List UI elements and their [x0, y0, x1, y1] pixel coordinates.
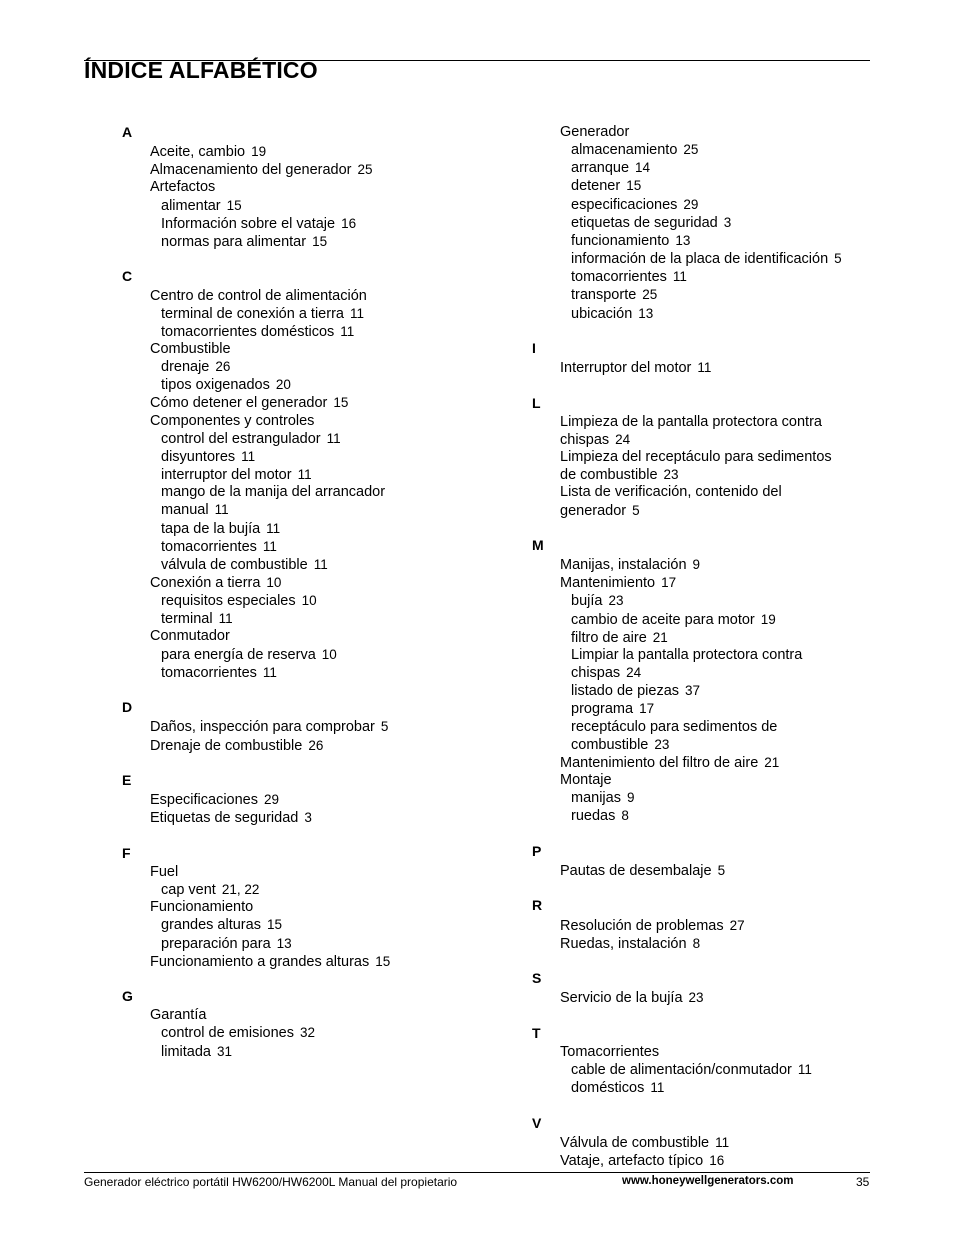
index-letter: P [532, 842, 542, 859]
index-entry [150, 737, 422, 755]
entry-term: limitada [161, 1043, 211, 1060]
index-entry [560, 159, 872, 177]
index-section [122, 988, 422, 1061]
entry-term: Montaje [560, 772, 612, 788]
entry-term: terminal [161, 611, 213, 628]
index-letter: E [122, 772, 132, 788]
index-section [532, 1115, 872, 1170]
index-entry [560, 629, 872, 647]
index-letter: R [532, 897, 543, 914]
index-entry [150, 628, 422, 645]
index-entry [150, 358, 422, 376]
entry-term: control del estrangulador [161, 430, 321, 447]
entry-page-number: 8 [621, 808, 629, 824]
entry-page-number: 11 [266, 520, 281, 536]
index-entry [150, 413, 422, 430]
entry-term: tomacorrientes [161, 664, 257, 681]
entry-page-number: 10 [301, 593, 317, 609]
index-letter: G [122, 988, 133, 1005]
index-entry [150, 610, 422, 628]
index-entry [150, 179, 422, 196]
entry-page-number: 3 [723, 214, 732, 230]
entry-term: válvula de combustible [161, 556, 308, 573]
entry-term: receptáculo para sedimentos de combustible [571, 718, 778, 753]
entry-page-number: 11 [218, 611, 233, 627]
entry-page-number: 21 [652, 629, 668, 645]
index-entry [560, 682, 872, 700]
entry-term: Funcionamiento [150, 899, 254, 916]
index-entry [150, 484, 422, 501]
entry-term: Artefactos [150, 179, 216, 196]
entry-page-number: 16 [709, 1152, 725, 1168]
index-entry [560, 754, 872, 772]
entry-term: tipos oxigenados [161, 377, 270, 394]
index-entry [560, 214, 872, 232]
entry-term: etiquetas de seguridad [571, 214, 718, 231]
entry-page-number: 17 [661, 575, 677, 591]
entry-term: Limpieza de la pantalla protectora contra chispas [560, 413, 822, 448]
entry-term: drenaje [161, 359, 210, 376]
index-section [532, 843, 872, 880]
index-entry [560, 177, 872, 195]
entry-page-number: 24 [626, 665, 642, 681]
entry-term: Lista de verificación, contenido del generador [560, 484, 782, 519]
index-section [532, 897, 872, 952]
entry-page-number: 20 [275, 377, 291, 393]
index-entry [150, 574, 422, 592]
entry-page-number: 11 [262, 664, 277, 680]
entry-page-number: 10 [266, 575, 282, 591]
index-entry [560, 250, 872, 268]
entry-term: Tomacorrientes [560, 1043, 660, 1060]
index-entry [560, 1134, 872, 1152]
entry-term: ruedas [571, 808, 616, 825]
index-entry [150, 864, 422, 881]
entry-term: cambio de aceite para motor [571, 611, 755, 628]
index-letter: S [532, 970, 542, 987]
entry-page-number: 15 [312, 233, 328, 249]
entry-term: transporte [571, 287, 637, 304]
index-entry [150, 899, 422, 916]
entry-term: Válvula de combustible [560, 1134, 710, 1151]
entry-page-number: 3 [304, 810, 312, 826]
index-entry [150, 556, 422, 574]
entry-page-number: 13 [638, 305, 654, 321]
entry-term: Componentes y controles [150, 412, 315, 429]
index-entry [150, 215, 422, 233]
entry-page-number: 26 [215, 359, 231, 375]
index-entry [560, 917, 872, 935]
entry-term: Generador [560, 124, 630, 140]
entry-term: Almacenamiento del generador [150, 162, 352, 179]
index-entry [560, 989, 872, 1007]
index-entry [150, 305, 422, 323]
entry-term: terminal de conexión a tierra [161, 305, 344, 322]
index-entry [560, 1152, 872, 1170]
entry-term: información de la placa de identificación [571, 251, 829, 268]
entry-page-number: 10 [321, 646, 337, 662]
index-entry [560, 862, 872, 880]
entry-page-number: 17 [639, 701, 655, 717]
index-entry [150, 323, 422, 341]
entry-term: Ruedas, instalación [560, 935, 687, 952]
footer-page-number: 35 [856, 1175, 870, 1189]
entry-term: control de emisiones [161, 1025, 294, 1042]
entry-term: Drenaje de combustible [150, 737, 303, 754]
index-entry [150, 646, 422, 664]
index-entry [560, 935, 872, 953]
entry-page-number: 29 [683, 196, 699, 212]
index-entry [560, 232, 872, 250]
index-letter: F [122, 844, 131, 861]
index-entry [150, 592, 422, 610]
index-entry [150, 538, 422, 556]
entry-page-number: 24 [615, 431, 631, 447]
entry-page-number: 13 [675, 232, 691, 248]
entry-term: arranque [571, 160, 630, 177]
entry-term: cap vent [161, 882, 216, 899]
index-entry [150, 501, 422, 519]
index-entry [150, 718, 422, 736]
entry-term: Daños, inspección para comprobar [150, 719, 375, 736]
entry-term: Limpiar la pantalla protectora contra chispas [571, 646, 803, 682]
index-section [122, 772, 422, 827]
entry-page-number: 5 [380, 719, 389, 735]
entry-page-number: 19 [251, 144, 267, 160]
index-entry [560, 196, 872, 214]
index-entry [560, 359, 872, 377]
entry-term: Especificaciones [150, 792, 258, 809]
index-entry [150, 520, 422, 538]
entry-page-number: 21 [764, 754, 780, 770]
footer-website: www.honeywellgenerators.com [622, 1175, 794, 1187]
index-entry [560, 700, 872, 718]
index-letter: A [122, 124, 133, 140]
entry-term: programa [571, 701, 634, 718]
index-entry [560, 574, 872, 592]
index-section [532, 970, 872, 1007]
entry-page-number: 15 [375, 953, 391, 969]
index-entry [560, 414, 872, 449]
entry-term: Etiquetas de seguridad [150, 810, 299, 827]
entry-term: almacenamiento [571, 142, 678, 159]
entry-page-number: 9 [692, 557, 701, 573]
index-entry [150, 1024, 422, 1042]
entry-term: Conexión a tierra [150, 575, 261, 592]
entry-term: filtro de aire [571, 629, 647, 646]
entry-page-number: 31 [216, 1043, 232, 1059]
entry-term: bujía [571, 593, 603, 610]
index-entry [560, 611, 872, 629]
index-entry [150, 791, 422, 809]
entry-term: Funcionamiento a grandes alturas [150, 953, 370, 970]
index-column-left [122, 124, 422, 1078]
entry-term: Aceite, cambio [150, 144, 246, 161]
entry-page-number: 16 [341, 215, 357, 231]
entry-page-number: 15 [626, 178, 642, 194]
entry-page-number: 5 [632, 502, 640, 518]
index-entry [560, 1044, 872, 1061]
entry-term: Mantenimiento del filtro de aire [560, 754, 759, 771]
index-entry [150, 376, 422, 394]
index-section [122, 845, 422, 971]
index-section [532, 1025, 872, 1098]
entry-page-number: 21, 22 [221, 882, 260, 898]
entry-page-number: 11 [715, 1134, 730, 1150]
index-entry [560, 719, 872, 754]
bottom-rule [84, 1172, 870, 1173]
entry-page-number: 19 [760, 611, 776, 627]
entry-page-number: 25 [642, 287, 658, 303]
entry-term: grandes alturas [161, 917, 261, 934]
entry-page-number: 13 [276, 935, 292, 951]
index-entry [560, 449, 872, 484]
entry-term: manual [161, 502, 209, 519]
entry-page-number: 8 [692, 935, 701, 951]
index-section [122, 268, 422, 682]
entry-term: requisitos especiales [161, 593, 296, 610]
index-entry [560, 647, 872, 682]
entry-term: Información sobre el vataje [161, 215, 336, 232]
index-entry [150, 143, 422, 161]
entry-term: Fuel [150, 863, 179, 880]
index-entry [150, 233, 422, 251]
entry-term: Combustible [150, 340, 231, 357]
entry-term: cable de alimentación/conmutador [571, 1062, 792, 1078]
entry-page-number: 5 [834, 251, 842, 267]
index-entry [150, 953, 422, 971]
index-entry [560, 807, 872, 825]
index-entry [150, 809, 422, 827]
index-entry [150, 1043, 422, 1061]
index-entry [560, 1061, 872, 1079]
footer-manual-title: Generador eléctrico portátil HW6200/HW6200L Manual del propietario [84, 1175, 458, 1189]
entry-page-number: 14 [635, 160, 651, 176]
index-letter: D [122, 699, 133, 716]
entry-term: Mantenimiento [560, 575, 656, 592]
index-entry [560, 556, 872, 574]
entry-term: Garantía [150, 1007, 207, 1024]
entry-page-number: 11 [297, 467, 312, 483]
index-entry [150, 935, 422, 953]
entry-term: tomacorrientes [161, 538, 257, 555]
entry-term: Manijas, instalación [560, 557, 687, 574]
entry-page-number: 25 [357, 162, 373, 178]
index-entry [150, 394, 422, 412]
entry-term: Pautas de desembalaje [560, 862, 712, 879]
index-entry [560, 1079, 872, 1097]
entry-page-number: 15 [266, 917, 282, 933]
entry-term: ubicación [571, 305, 633, 322]
entry-page-number: 26 [308, 737, 324, 753]
index-section [532, 340, 872, 377]
index-section [532, 537, 872, 825]
entry-page-number: 23 [608, 593, 624, 609]
entry-page-number: 23 [654, 736, 670, 752]
entry-term: detener [571, 178, 621, 195]
index-entry [560, 305, 872, 323]
entry-term: Resolución de problemas [560, 917, 724, 934]
entry-page-number: 11 [214, 502, 229, 518]
index-letter: C [122, 268, 133, 285]
index-entry [560, 141, 872, 159]
entry-page-number: 11 [349, 305, 364, 321]
index-letter: V [532, 1114, 542, 1131]
entry-page-number: 11 [650, 1080, 665, 1096]
entry-term: listado de piezas [571, 683, 680, 700]
index-entry [150, 916, 422, 934]
entry-term: tomacorrientes domésticos [161, 323, 335, 340]
entry-term: Servicio de la bujía [560, 990, 683, 1007]
entry-page-number: 11 [326, 430, 341, 446]
index-entry [150, 664, 422, 682]
entry-page-number: 23 [688, 990, 704, 1006]
entry-page-number: 11 [262, 538, 277, 554]
entry-term: especificaciones [571, 196, 678, 213]
index-entry [560, 592, 872, 610]
entry-page-number: 27 [729, 917, 745, 933]
index-section [122, 699, 422, 754]
entry-page-number: 11 [672, 269, 687, 285]
index-entry [150, 881, 422, 899]
index-entry [560, 124, 872, 141]
entry-page-number: 37 [685, 683, 701, 699]
entry-term: interruptor del motor [161, 467, 292, 484]
index-letter: L [532, 394, 541, 411]
entry-page-number: 11 [697, 360, 712, 376]
index-entry [150, 161, 422, 179]
entry-term: normas para alimentar [161, 233, 307, 250]
entry-page-number: 29 [264, 792, 280, 808]
index-entry [560, 789, 872, 807]
entry-term: domésticos [571, 1080, 645, 1097]
entry-page-number: 5 [717, 862, 726, 878]
page-title: ÍNDICE ALFABÉTICO [84, 57, 318, 83]
entry-term: disyuntores [161, 448, 236, 465]
index-entry [560, 484, 872, 519]
index-column-right [532, 124, 872, 1187]
index-entry [150, 430, 422, 448]
index-entry [150, 197, 422, 215]
index-letter: T [532, 1024, 541, 1041]
entry-page-number: 11 [340, 323, 355, 339]
entry-term: Conmutador [150, 628, 230, 645]
index-entry [150, 448, 422, 466]
entry-term: tomacorrientes [571, 269, 667, 286]
index-entry [560, 268, 872, 286]
index-entry [150, 1007, 422, 1024]
entry-page-number: 15 [333, 395, 349, 411]
entry-term: Vataje, artefacto típico [560, 1152, 704, 1169]
entry-term: tapa de la bujía [161, 520, 261, 537]
entry-term: Interruptor del motor [560, 360, 692, 377]
entry-page-number: 25 [683, 142, 699, 158]
entry-page-number: 11 [797, 1062, 812, 1077]
index-entry [150, 466, 422, 484]
index-letter: I [532, 340, 536, 357]
index-entry [560, 772, 872, 789]
entry-term: preparación para [161, 935, 271, 952]
entry-term: funcionamiento [571, 232, 670, 249]
entry-term: mango de la manija del arrancador [161, 484, 386, 501]
index-letter: M [532, 536, 544, 553]
entry-term: Cómo detener el generador [150, 395, 328, 412]
entry-term: Limpieza del receptáculo para sedimentos de combustible [560, 449, 832, 484]
entry-page-number: 15 [226, 197, 242, 213]
entry-term: para energía de reserva [161, 646, 316, 663]
index-section [532, 395, 872, 520]
index-entry [150, 341, 422, 358]
index-section [122, 124, 422, 251]
entry-term: Centro de control de alimentación [150, 287, 367, 304]
entry-term: alimentar [161, 197, 221, 214]
entry-page-number: 23 [663, 467, 679, 483]
index-section [532, 124, 872, 323]
entry-term: manijas [571, 790, 621, 807]
entry-page-number: 32 [300, 1025, 316, 1041]
entry-page-number: 11 [241, 448, 256, 464]
entry-page-number: 9 [626, 790, 635, 806]
index-entry [560, 286, 872, 304]
entry-page-number: 11 [313, 556, 328, 572]
index-entry [150, 288, 422, 305]
